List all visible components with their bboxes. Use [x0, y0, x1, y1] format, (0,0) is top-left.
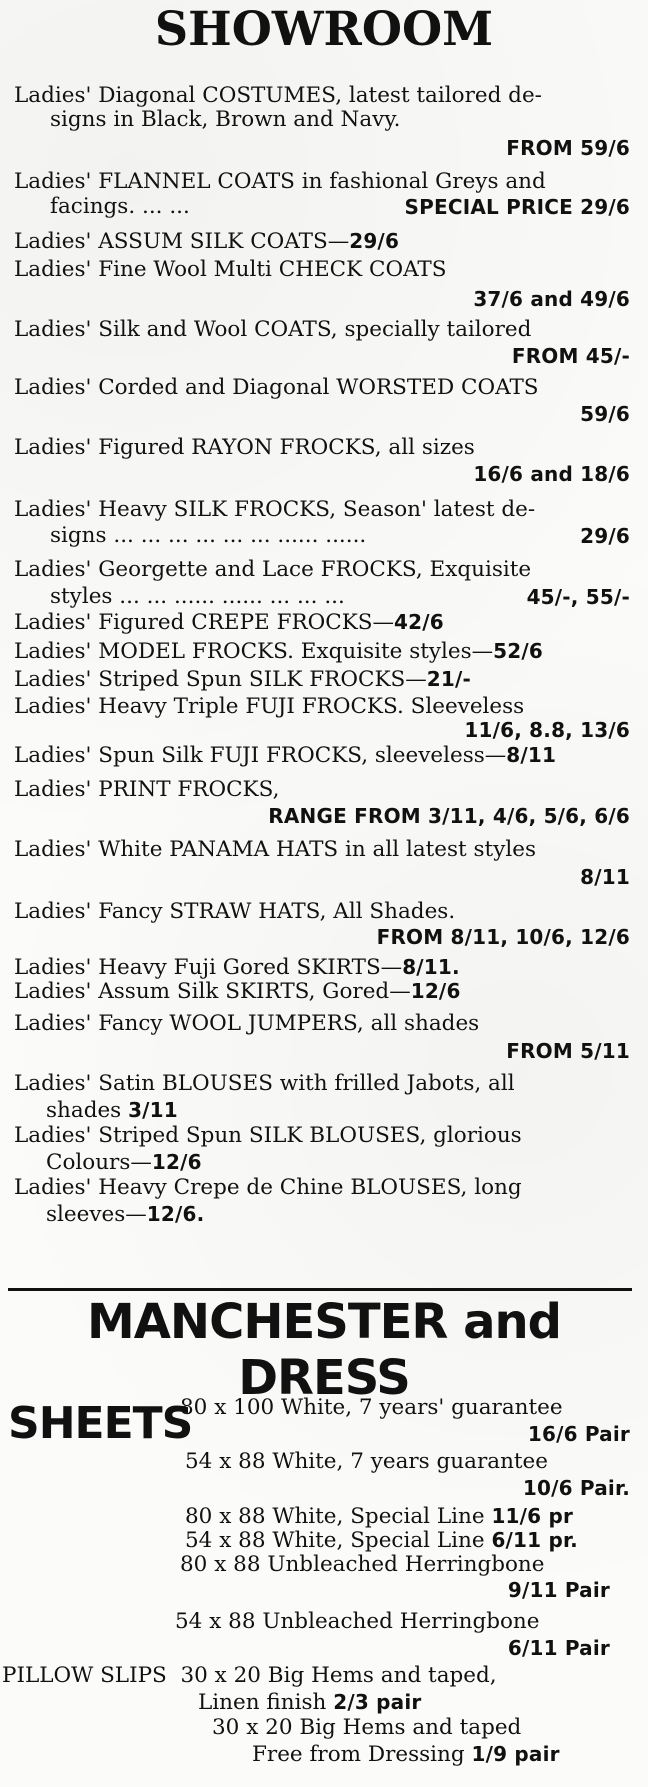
sheet-line	[185, 1504, 645, 1529]
pillow-slips-line: 30 x 20 Big Hems and taped	[212, 1716, 522, 1740]
item-text: Ladies' MODEL FROCKS. Exquisite styles—	[14, 639, 494, 664]
item-text: Ladies' Heavy Fuji Gored SKIRTS—	[14, 955, 403, 980]
item-price: RANGE FROM 3/11, 4/6, 5/6, 6/6	[268, 804, 630, 828]
sheet-text: 80 x 88 White, Special Line	[185, 1504, 485, 1529]
item-price: FROM 59/6	[506, 136, 630, 160]
item-line	[14, 955, 630, 980]
pillow-slips-text: Free from Dressing	[252, 1742, 465, 1767]
pillow-slips-line	[252, 1742, 648, 1767]
item-price: 12/6	[151, 1150, 202, 1174]
item-price: 11/6, 8.8, 13/6	[464, 718, 630, 742]
showroom-title: SHOWROOM	[154, 2, 494, 57]
sheet-line	[185, 1528, 645, 1553]
item-line-continued	[50, 195, 630, 219]
item-price: 8/11	[580, 865, 630, 889]
sheet-price: 11/6 pr	[491, 1504, 574, 1528]
item-price: 3/11	[128, 1098, 178, 1122]
sheet-line: 80 x 100 White, 7 years' guarantee	[180, 1396, 563, 1420]
item-line: Ladies' Georgette and Lace FROCKS, Exquisite	[14, 558, 532, 582]
item-text: Ladies' Spun Silk FUJI FROCKS, sleeveless—	[14, 743, 507, 768]
item-price: 12/6	[410, 979, 461, 1003]
item-price: 12/6.	[146, 1202, 205, 1226]
item-price: 45/-, 55/-	[526, 585, 630, 609]
item-line: Ladies' Fine Wool Multi CHECK COATS	[14, 258, 447, 282]
item-price: 29/6	[580, 524, 630, 548]
section-divider	[8, 1288, 632, 1291]
item-line	[14, 639, 630, 664]
item-price: 29/6	[349, 229, 400, 253]
item-line-continued	[50, 585, 630, 609]
pillow-slips-price: 2/3 pair	[333, 1690, 422, 1714]
item-line	[14, 610, 630, 635]
item-line	[14, 667, 630, 692]
item-price: FROM 45/-	[511, 344, 630, 368]
pillow-slips-text: 30 x 20 Big Hems and taped,	[180, 1664, 497, 1688]
item-line: Ladies' Striped Spun SILK BLOUSES, glorious	[14, 1124, 522, 1148]
item-line: Ladies' PRINT FROCKS,	[14, 778, 280, 802]
pillow-slips-price: 1/9 pair	[471, 1742, 560, 1766]
item-line: Ladies' Figured RAYON FROCKS, all sizes	[14, 436, 475, 460]
item-line-continued	[46, 1202, 626, 1227]
item-price: 37/6 and 49/6	[473, 287, 630, 311]
item-price: 52/6	[493, 639, 544, 663]
item-line-continued	[50, 524, 630, 548]
item-text: Ladies' Figured CREPE FROCKS—	[14, 610, 395, 635]
item-price: FROM 8/11, 10/6, 12/6	[376, 925, 630, 949]
item-line: Ladies' Fancy WOOL JUMPERS, all shades	[14, 1012, 480, 1036]
pillow-slips-text: Linen finish	[198, 1690, 327, 1715]
item-price: 42/6	[394, 610, 444, 634]
item-price: 8/11.	[402, 955, 460, 979]
item-price: 16/6 and 18/6	[473, 462, 630, 486]
item-continuation: Colours—	[46, 1150, 152, 1175]
item-line: Ladies' Diagonal COSTUMES, latest tailored de-	[14, 84, 542, 108]
item-line	[14, 229, 630, 254]
item-line: Ladies' Corded and Diagonal WORSTED COATS	[14, 376, 539, 400]
pillow-slips-line	[2, 1664, 642, 1688]
item-price: FROM 5/11	[506, 1039, 630, 1063]
sheet-line: 80 x 88 Unbleached Herringbone	[180, 1553, 545, 1577]
pillow-slips-line	[198, 1690, 648, 1715]
item-price: 21/-	[426, 667, 471, 691]
sheet-price: 6/11 pr.	[491, 1528, 578, 1552]
item-line: Ladies' Satin BLOUSES with frilled Jabots, all	[14, 1072, 515, 1096]
item-line-continued	[46, 1150, 626, 1175]
item-line	[14, 743, 630, 768]
item-line: Ladies' Fancy STRAW HATS, All Shades.	[14, 900, 456, 924]
item-text: Ladies' Assum Silk SKIRTS, Gored—	[14, 979, 411, 1004]
item-continuation: sleeves—	[46, 1202, 147, 1227]
item-line: Ladies' Heavy Triple FUJI FROCKS. Sleeveless	[14, 695, 525, 719]
item-line-continued	[46, 1098, 626, 1123]
item-line-continued: signs in Black, Brown and Navy.	[50, 108, 401, 132]
item-line: Ladies' Silk and Wool COATS, specially tailored	[14, 318, 532, 342]
item-text: Ladies' Striped Spun SILK FROCKS—	[14, 667, 427, 692]
item-line: Ladies' White PANAMA HATS in all latest styles	[14, 838, 536, 862]
item-price: 59/6	[580, 402, 630, 426]
item-text: Ladies' ASSUM SILK COATS—	[14, 229, 350, 254]
item-line	[14, 979, 630, 1004]
sheet-text: 54 x 88 White, Special Line	[185, 1528, 485, 1553]
sheet-price: 9/11 Pair	[507, 1578, 610, 1602]
sheet-price: 6/11 Pair	[507, 1636, 610, 1660]
item-line: Ladies' Heavy SILK FROCKS, Season' latest de-	[14, 498, 536, 522]
sheet-price: 10/6 Pair.	[522, 1476, 630, 1500]
item-price: SPECIAL PRICE 29/6	[404, 195, 630, 219]
sheet-line: 54 x 88 Unbleached Herringbone	[175, 1610, 540, 1634]
item-continuation: shades	[46, 1098, 122, 1123]
item-continuation: facings. ... ...	[50, 195, 190, 219]
manchester-title: MANCHESTER and DRESS	[87, 1294, 561, 1406]
item-line: Ladies' FLANNEL COATS in fashional Greys and	[14, 170, 546, 194]
sheets-label: SHEETS	[8, 1398, 193, 1449]
sheet-line: 54 x 88 White, 7 years guarantee	[185, 1450, 549, 1474]
item-line: Ladies' Heavy Crepe de Chine BLOUSES, long	[14, 1176, 522, 1200]
pillow-slips-label: PILLOW SLIPS	[2, 1664, 167, 1688]
sheet-price: 16/6 Pair	[527, 1422, 630, 1446]
item-price: 8/11	[506, 743, 557, 767]
item-continuation: styles ... ... ...... ...... ... ... ...	[50, 585, 345, 609]
item-continuation: signs ... ... ... ... ... ... ...... ......	[50, 524, 367, 548]
